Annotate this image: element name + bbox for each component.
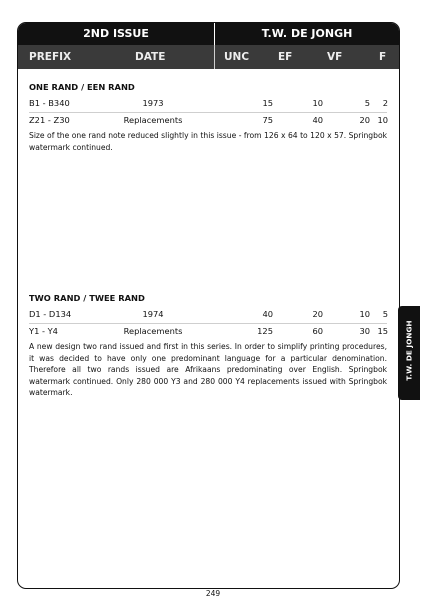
row-f: 2: [382, 98, 388, 108]
section-title: TWO RAND / TWEE RAND: [29, 293, 145, 303]
row-date: 1973: [142, 98, 164, 108]
row-unc: 125: [257, 326, 273, 336]
row-unc: 15: [262, 98, 273, 108]
row-f: 5: [382, 309, 388, 319]
column-header-bar: [18, 45, 399, 69]
row-ef: 10: [312, 98, 323, 108]
row-f: 10: [377, 115, 388, 125]
catalogue-page-frame: [17, 22, 400, 589]
column-f: F: [379, 51, 387, 63]
row-ef: 40: [312, 115, 323, 125]
column-unc: UNC: [224, 51, 250, 63]
side-tab: [398, 306, 420, 400]
row-vf: 10: [359, 309, 370, 319]
row-date: Replacements: [123, 115, 183, 125]
table-row: [18, 309, 399, 321]
row-vf: 20: [359, 115, 370, 125]
row-prefix: Y1 - Y4: [29, 326, 58, 336]
row-ef: 20: [312, 309, 323, 319]
column-vf: VF: [327, 51, 343, 63]
row-prefix: D1 - D134: [29, 309, 72, 319]
row-vf: 30: [359, 326, 370, 336]
header-bar: [18, 23, 399, 45]
table-row: [18, 326, 399, 338]
page-number: 249: [205, 589, 221, 598]
column-date: DATE: [135, 51, 166, 63]
row-date: 1974: [142, 309, 164, 319]
column-prefix: PREFIX: [29, 51, 72, 63]
row-vf: 5: [364, 98, 370, 108]
section-note: A new design two rand issued and first in this series. In order to simplify printing procedures, it was decided to have only one predominant language for a particular denomination. Therefore all two rands issued are Afrikaans predominating over English. Springbok watermark continued. Only 280 000 Y3 and 280 000 Y4 replacements issued with Springbok watermark.: [29, 342, 387, 397]
row-divider: [29, 323, 387, 324]
section-title: ONE RAND / EEN RAND: [29, 82, 135, 92]
row-date: Replacements: [123, 326, 183, 336]
section-note: Size of the one rand note reduced slightly in this issue - from 126 x 64 to 120 x 57. Springbok watermark continued.: [29, 131, 387, 152]
row-ef: 60: [312, 326, 323, 336]
row-unc: 75: [262, 115, 273, 125]
table-row: [18, 115, 399, 127]
row-unc: 40: [262, 309, 273, 319]
author-title: T.W. DE JONGH: [261, 27, 353, 40]
column-ef: EF: [278, 51, 293, 63]
table-row: [18, 98, 399, 110]
side-tab-label: T.W. DE JONGH: [404, 320, 414, 381]
row-prefix: B1 - B340: [29, 98, 70, 108]
row-f: 15: [377, 326, 388, 336]
row-prefix: Z21 - Z30: [29, 115, 70, 125]
row-divider: [29, 112, 387, 113]
column-divider: [214, 45, 215, 69]
issue-title: 2ND ISSUE: [83, 27, 149, 40]
